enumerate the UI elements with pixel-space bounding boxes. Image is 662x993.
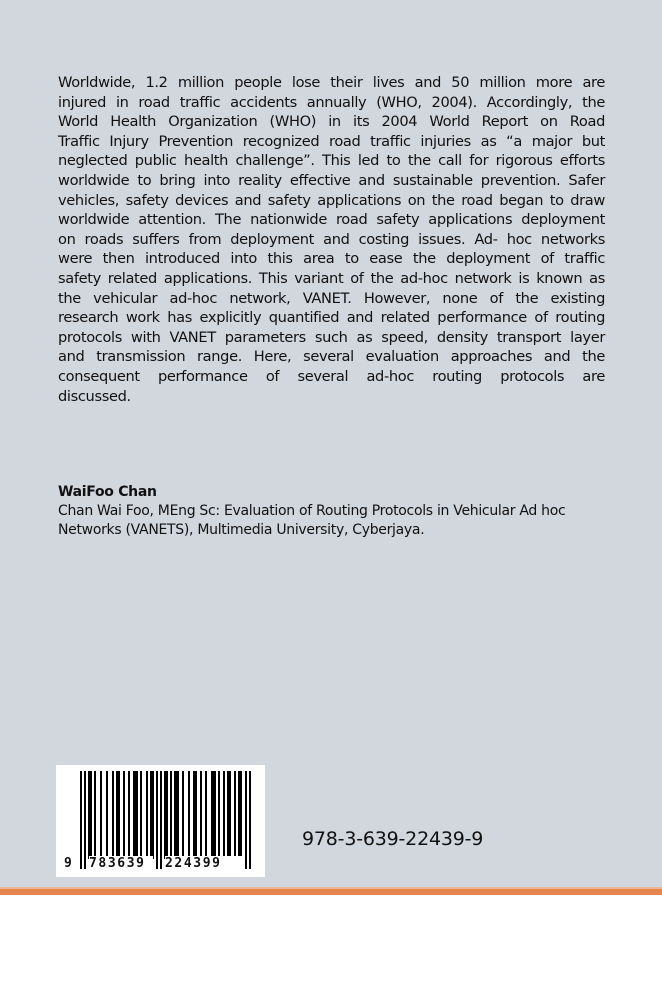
accent-rule <box>0 889 662 895</box>
blurb-line: safety related applications. This variant of the ad-hoc network is known as <box>58 269 605 287</box>
blurb-paragraph <box>58 73 605 406</box>
blurb-line: Traffic Injury Prevention recognized road traffic injuries as “a major but <box>58 132 605 150</box>
author-name: WaiFoo Chan <box>58 484 157 500</box>
blurb-line: worldwide to bring into reality effective and sustainable prevention. Safer <box>58 171 605 189</box>
barcode-digits-right: 224399 <box>165 856 243 871</box>
blurb-line: consequent performance of several ad-hoc routing protocols are <box>58 367 605 385</box>
blurb-line: injured in road traffic accidents annually (WHO, 2004). Accordingly, the <box>58 93 605 111</box>
blurb-line: Worldwide, 1.2 million people lose their lives and 50 million more are <box>58 74 605 91</box>
blurb-line: neglected public health challenge”. This led to the call for rigorous efforts <box>58 152 605 170</box>
blurb-line: and transmission range. Here, several evaluation approaches and the <box>58 348 605 366</box>
author-bio-line: Networks (VANETS), Multimedia University, Cyberjaya. <box>58 522 425 538</box>
blurb-line: discussed. <box>58 387 131 405</box>
isbn-number: 978-3-639-22439-9 <box>302 828 484 850</box>
blurb-line: research work has explicitly quantified and related performance of routing <box>58 309 605 327</box>
blurb-line: the vehicular ad-hoc network, VANET. However, none of the existing <box>58 289 605 307</box>
isbn-barcode <box>56 765 265 877</box>
blurb-line: World Health Organization (WHO) in its 2004 World Report on Road <box>58 113 605 131</box>
barcode-digits-left: 783639 <box>89 856 153 871</box>
blurb-line: on roads suffers from deployment and costing issues. Ad- hoc networks <box>58 230 605 248</box>
author-bio-line: Chan Wai Foo, MEng Sc: Evaluation of Routing Protocols in Vehicular Ad hoc <box>58 503 566 519</box>
blurb-line: vehicles, safety devices and safety applications on the road began to draw <box>58 191 605 209</box>
barcode-digit-prefix: 9 <box>64 856 72 871</box>
blurb-line: protocols with VANET parameters such as speed, density transport layer <box>58 328 605 346</box>
blurb-line: worldwide attention. The nationwide road safety applications deployment <box>58 211 605 229</box>
blurb-line: were then introduced into this area to ease the deployment of traffic <box>58 250 605 268</box>
author-section <box>58 482 618 540</box>
